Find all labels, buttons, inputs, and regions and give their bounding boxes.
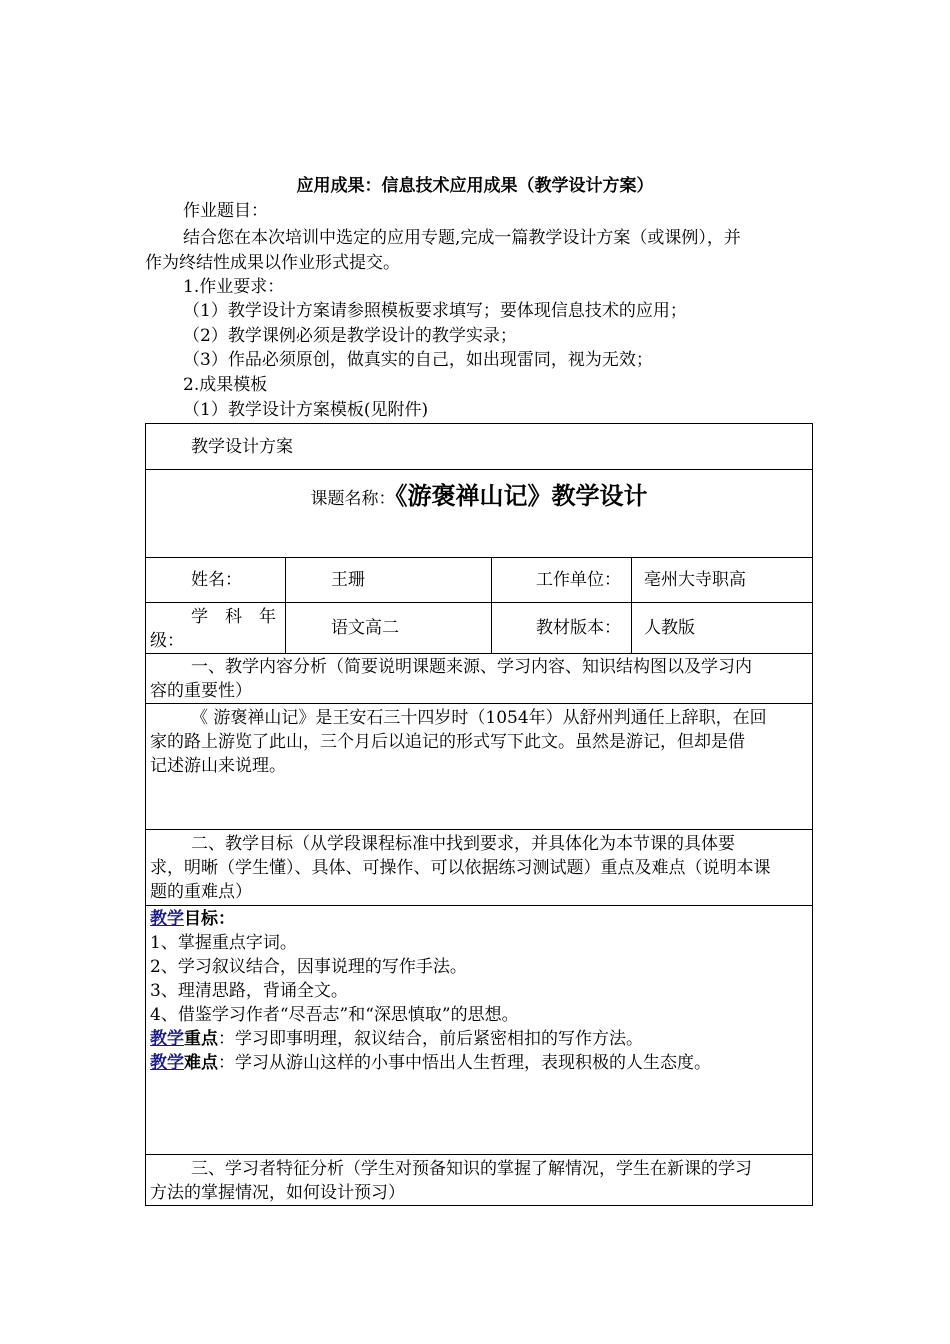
- table-row-section2-title: [146, 830, 813, 906]
- goal-item-3: 3、理清思路，背诵全文。: [150, 981, 348, 1001]
- section3-title-cell: [146, 1155, 813, 1206]
- table-header-cell: [146, 424, 813, 470]
- section2-title-line-2: 求，明晰（学生懂）、具体、可操作、可以依据练习测试题）重点及难点（说明本课: [150, 858, 771, 878]
- assignment-text-line-2: 作为终结性成果以作业形式提交。: [145, 253, 400, 273]
- goal-item-4: 4、借鉴学习作者“尽吾志”和“深思慎取”的思想。: [150, 1005, 519, 1025]
- name-label-cell: [146, 558, 286, 603]
- subject-label-line-1: 学 科 年: [191, 607, 276, 627]
- section3-title-line-2: 方法的掌握情况，如何设计预习）: [150, 1183, 405, 1203]
- section2-title-cell: [146, 830, 813, 906]
- goal-heading: [150, 907, 808, 931]
- section1-title-line-2: 容的重要性）: [150, 681, 252, 701]
- table-row-section3-title: [146, 1155, 813, 1206]
- requirement-1: （1）教学设计方案请参照模板要求填写；要体现信息技术的应用；: [183, 301, 687, 321]
- table-row-subject: [146, 603, 813, 654]
- diff-label: 难点: [184, 1053, 218, 1073]
- course-label: 课题名称：: [310, 489, 396, 509]
- diff-text: ：学习从游山这样的小事中悟出人生哲理，表现积极的人生态度。: [218, 1053, 711, 1073]
- name-label: 姓名：: [191, 570, 242, 590]
- section2-body-cell: [146, 906, 813, 1155]
- unit-label: 工作单位：: [536, 570, 621, 590]
- requirements-heading: 1.作业要求：: [183, 277, 285, 297]
- unit-label-cell: [492, 558, 632, 603]
- unit-value: 亳州大寺职高: [644, 570, 746, 590]
- difficulty-point: [150, 1051, 808, 1075]
- key-label: 重点: [184, 1029, 218, 1049]
- goal-prefix-link[interactable]: 教学: [150, 909, 184, 929]
- edition-label: 教材版本：: [536, 618, 621, 638]
- key-text: ：学习即事明理，叙议结合，前后紧密相扣的写作方法。: [218, 1029, 643, 1049]
- table-row-course: [146, 470, 813, 558]
- goal-item-2: 2、学习叙议结合，因事说理的写作手法。: [150, 957, 467, 977]
- key-point: [150, 1027, 808, 1051]
- assignment-label: 作业题目：: [183, 201, 268, 221]
- subject-label-cell: [146, 603, 286, 654]
- subject-label-line-2: 级：: [150, 631, 184, 651]
- course-cell: [146, 470, 813, 558]
- section1-body-line-3: 记述游山来说理。: [150, 756, 286, 776]
- edition-value-cell: [632, 603, 813, 654]
- course-name: 《游褒禅山记》教学设计: [395, 482, 648, 510]
- section1-title-cell: [146, 654, 813, 704]
- edition-label-cell: [492, 603, 632, 654]
- section2-title-line-3: 题的重难点）: [150, 882, 252, 902]
- goal-item-1: 1、掌握重点字词。: [150, 933, 297, 953]
- table-row-section2-body: [146, 906, 813, 1155]
- name-value: 王珊: [331, 570, 365, 590]
- table-row-section1-title: [146, 654, 813, 704]
- table-row-name: [146, 558, 813, 603]
- section1-body-line-2: 家的路上游览了此山，三个月后以追记的形式写下此文。虽然是游记，但却是借: [150, 732, 745, 752]
- section3-title-line-1: 三、学习者特征分析（学生对预备知识的掌握了解情况，学生在新课的学习: [191, 1159, 752, 1179]
- page-title: 应用成果：信息技术应用成果（教学设计方案）: [296, 176, 654, 196]
- assignment-text-line-1: 结合您在本次培训中选定的应用专题,完成一篇教学设计方案（或课例），并: [183, 228, 741, 248]
- requirement-3: （3）作品必须原创，做真实的自己，如出现雷同，视为无效；: [183, 350, 653, 370]
- section2-title-line-1: 二、教学目标（从学段课程标准中找到要求，并具体化为本节课的具体要: [191, 834, 735, 854]
- edition-value: 人教版: [644, 618, 695, 638]
- goal-label: 目标：: [184, 909, 235, 929]
- table-row-section1-body: [146, 704, 813, 830]
- section1-body-cell: [146, 704, 813, 830]
- key-prefix-link[interactable]: 教学: [150, 1029, 184, 1049]
- table-header: 教学设计方案: [191, 436, 293, 457]
- diff-prefix-link[interactable]: 教学: [150, 1053, 184, 1073]
- section1-title-line-1: 一、教学内容分析（简要说明课题来源、学习内容、知识结构图以及学习内: [191, 657, 752, 677]
- template-item-1: （1）教学设计方案模板(见附件): [183, 400, 429, 420]
- template-heading: 2.成果模板: [183, 375, 268, 395]
- requirement-2: （2）教学课例必须是教学设计的教学实录；: [183, 326, 517, 346]
- table-row-header: [146, 424, 813, 470]
- section1-body-line-1: 《 游褒禅山记》是王安石三十四岁时（1054年）从舒州判通任上辞职，在回: [191, 708, 767, 728]
- name-value-cell: [286, 558, 492, 603]
- unit-value-cell: [632, 558, 813, 603]
- subject-value: 语文高二: [331, 618, 399, 638]
- subject-value-cell: [286, 603, 492, 654]
- design-table: [145, 423, 813, 1206]
